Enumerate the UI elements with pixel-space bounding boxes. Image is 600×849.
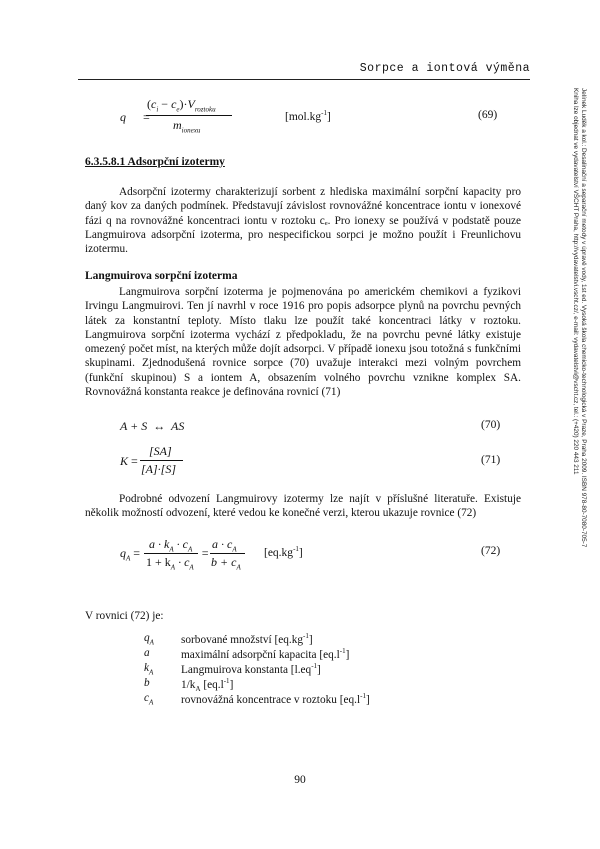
legend-symbol-a: a (144, 647, 150, 659)
side-note-line-2: Kniha lze objednat ve vydavatelství VŠCHT Praha, http://vydavatelstvi.vscht.cz/, e-mail: vydavatelstvi@vscht.cz, tel.: (+420) 220 443 211 (572, 88, 579, 475)
eq72-lhs: $q_A$ = (120, 546, 141, 563)
eq72-denominator-2: $b + c_A$ (211, 555, 241, 572)
eq72-fraction-bar-2 (210, 553, 245, 554)
eq71-numerator: [SA] (149, 444, 172, 458)
legend-desc-ka: Langmuirova konstanta $[l.eq^{-1}]$ (181, 662, 321, 676)
eq69-lhs (120, 110, 150, 125)
section-heading: 6.3.5.8.1 Adsorpční izotermy (85, 156, 225, 168)
legend-symbol-ka: $k_A$ (144, 662, 154, 677)
eq72-unit: $[eq.kg^{-1}]$ (264, 545, 303, 559)
paragraph-langmuir: Langmuirova sorpční izoterma je pojmenována po americkém chemikovi a fyzikovi Irvingu Langmuirovi. Ten jí navrhl v roce 1916 pro popis adsorpce plynů na povrchu pevných látek za konstantní teploty. Místo tlaku lze použít také koncentraci látky v roztoku. Langmuirova sorpční izoterma vychází z předpokladu, že na povrchu pevné látky existuje omezený počet míst, na kterých může dojít adsorpci. V případě ionexu jsou totožná s funkčními skupinami. Zjednodušená rovnice sorpce (70) uvažuje interakci mezi volným povrchem (funkční skupinou) S a iontem A, obsazením volného povrchu vznikne komplex SA. Rovnovážná konstanta reakce je definována rovnicí (71) (85, 286, 521, 399)
eq70: A + S ↔ AS (120, 419, 185, 433)
eq71-number: (71) (481, 454, 501, 466)
eq72-denominator-1: $1 + k_A \cdot c_A$ (146, 555, 194, 572)
eq72-equals-2: = (201, 546, 210, 560)
paragraph-adsorption-isotherms: Adsorpční izotermy charakterizují sorbent z hlediska maximální sorpční kapacity pro daný kov za daných podmínek. Představují závislost rovnovážné koncentrace iontu v ionexové fázi q na rovnovážné koncentraci iontu v roztoku cₑ. Pro ionexy se používá v podstatě pouze Langmuirova adsorpční izoterma, pro nespecifickou sorpci je možno použít i Freunlichovu izotermu. (85, 186, 521, 256)
eq69-fraction-bar (146, 115, 232, 116)
side-note-line-1: Jelínek Luděk a kol.: Desalinační a separační metody v úpravě vody, 1st ed. Vysoká škola chemicko-technologická v Praze, Praha 2009. ISBN 978-80-7080-705-7 (580, 88, 587, 548)
legend-desc-qa: sorbované množství $[eq.kg^{-1}]$ (181, 632, 313, 646)
eq71-denominator: [A]·[S] (141, 462, 177, 476)
eq69-q: q (120, 110, 126, 124)
langmuir-heading: Langmuirova sorpční izoterma (85, 270, 238, 282)
eq72-numerator-1: $a \cdot k_A \cdot c_A$ (149, 537, 193, 554)
eq71-lhs: K = (120, 454, 138, 468)
eq71-fraction-bar (140, 460, 183, 461)
paragraph-derivation: Podrobné odvození Langmuirovy izotermy lze najít v příslušné literatuře. Existuje několik možností odvození, které vedou ke konečné verzi, kterou ukazuje rovnice (72) (85, 493, 521, 520)
eq69-equals: = (143, 110, 150, 124)
running-header: Sorpce a iontová výměna (359, 62, 530, 75)
legend-symbol-qa: $q_A$ (144, 632, 154, 647)
eq69-unit: $[mol.kg^{-1}]$ (285, 109, 331, 123)
eq70-number: (70) (481, 419, 501, 431)
legend-desc-b: $1/k_A$ $[eq.l^{-1}]$ (181, 677, 234, 694)
legend-symbol-ca: $c_A$ (144, 692, 154, 707)
legend-desc-a: maximální adsorpční kapacita $[eq.l^{-1}]$ (181, 647, 350, 661)
legend-intro: V rovnici (72) je: (85, 610, 164, 622)
eq69-numerator: $(c_i - c_e)\cdot V_{roztoku}$ (147, 97, 216, 114)
eq72-numerator-2: $a \cdot c_A$ (212, 537, 237, 554)
legend-symbol-b: b (144, 677, 150, 689)
eq69-number: (69) (478, 109, 498, 121)
page-number: 90 (294, 774, 306, 786)
header-divider (78, 79, 530, 80)
eq69-denominator: $m_{ionexu}$ (173, 118, 201, 135)
eq72-fraction-bar-1 (144, 553, 198, 554)
eq72-number: (72) (481, 545, 501, 557)
legend-desc-ca: rovnovážná koncentrace v roztoku $[eq.l^{-1}]$ (181, 692, 370, 706)
